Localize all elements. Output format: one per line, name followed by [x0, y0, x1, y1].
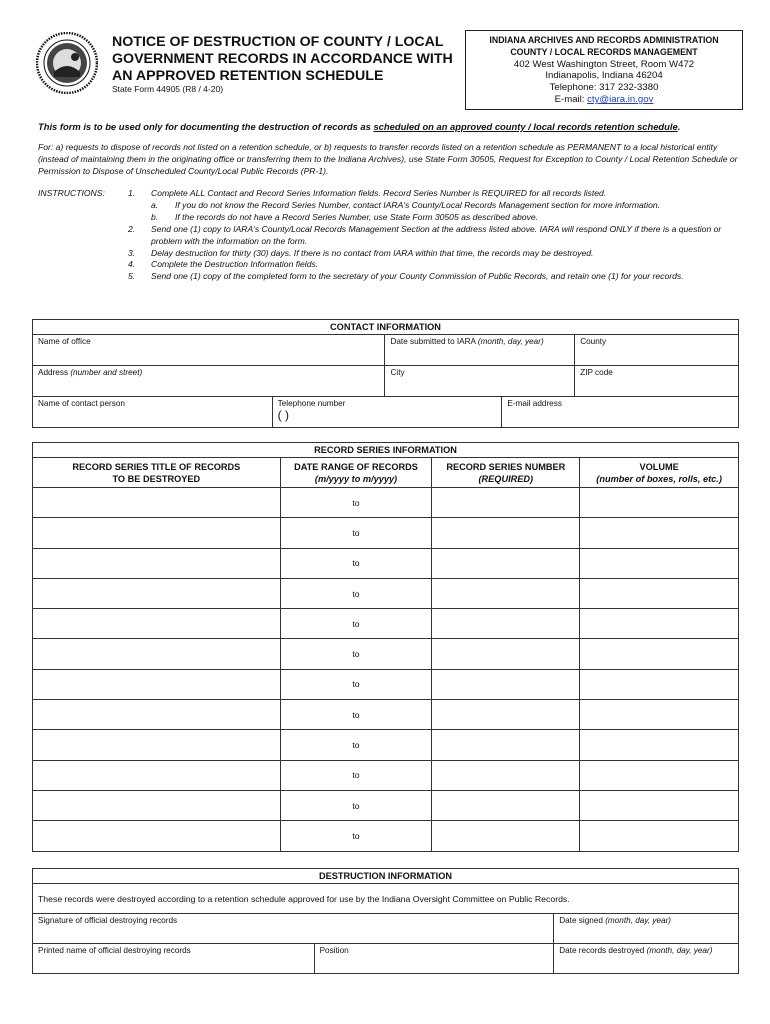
volume-cell[interactable]	[580, 639, 739, 669]
date-range-cell[interactable]	[280, 548, 432, 578]
record-series-table	[32, 442, 739, 852]
city-field[interactable]: City	[385, 366, 575, 397]
series-number-cell[interactable]	[432, 730, 580, 760]
volume-cell[interactable]	[580, 548, 739, 578]
date-range-cell[interactable]	[280, 518, 432, 548]
series-title-cell[interactable]	[33, 790, 281, 820]
series-row	[33, 548, 739, 578]
destruction-statement: These records were destroyed according to a retention schedule approved for use by the Indiana Oversight Committee on Public Records.	[33, 884, 739, 914]
col-series-title: RECORD SERIES TITLE OF RECORDS TO BE DESTROYED	[33, 458, 281, 488]
contact-information-table	[32, 319, 739, 428]
instruction-2: Send one (1) copy to IARA's County/Local Records Management Section at the address listed above. IARA will respond ONLY if there is a question or problem with the information on the form.	[151, 223, 722, 246]
agency-phone: Telephone: 317 232-3380	[549, 82, 659, 94]
date-range-cell[interactable]	[280, 760, 432, 790]
series-row	[33, 609, 739, 639]
agency-address-box	[465, 30, 743, 110]
form-title: NOTICE OF DESTRUCTION OF COUNTY / LOCAL GOVERNMENT RECORDS IN ACCORDANCE WITH AN APPROVED RETENTION SCHEDULE	[112, 34, 453, 84]
series-number-cell[interactable]	[432, 578, 580, 608]
instruction-1: Complete ALL Contact and Record Series Information fields. Record Series Number is REQUIRED for all records listed.	[151, 188, 607, 198]
series-title-cell[interactable]	[33, 578, 281, 608]
series-title-cell[interactable]	[33, 669, 281, 699]
instruction-3: Delay destruction for thirty (30) days. If there is no contact from IARA within that time, the records may be destroyed.	[151, 247, 594, 258]
instruction-5: Send one (1) copy of the completed form to the secretary of your County Commission of Public Records, and retain one (1) for your records.	[151, 271, 684, 282]
series-row	[33, 821, 739, 851]
series-title-cell[interactable]	[33, 821, 281, 851]
series-number-cell[interactable]	[432, 548, 580, 578]
to-label: to	[352, 588, 360, 599]
series-title-cell[interactable]	[33, 700, 281, 730]
series-row	[33, 488, 739, 518]
date-range-cell[interactable]	[280, 488, 432, 518]
instruction-4: Complete the Destruction Information fields.	[151, 259, 319, 270]
date-range-cell[interactable]	[280, 578, 432, 608]
to-label: to	[352, 709, 360, 720]
agency-street: 402 West Washington Street, Room W472	[513, 58, 695, 70]
series-row	[33, 730, 739, 760]
date-range-cell[interactable]	[280, 821, 432, 851]
agency-city: Indianapolis, Indiana 46204	[545, 70, 663, 82]
series-number-cell[interactable]	[432, 609, 580, 639]
agency-name: INDIANA ARCHIVES AND RECORDS ADMINISTRATION	[489, 35, 719, 45]
date-range-cell[interactable]	[280, 790, 432, 820]
address-field[interactable]: Address (number and street)	[33, 366, 385, 397]
series-number-cell[interactable]	[432, 790, 580, 820]
to-label: to	[352, 527, 360, 538]
series-number-cell[interactable]	[432, 700, 580, 730]
series-row	[33, 639, 739, 669]
to-label: to	[352, 649, 360, 660]
instructions: INSTRUCTIONS: 1. Complete ALL Contact and Record Series Information fields. Record Series Number is REQUIRED for all records listed. a. If you do not know the Record Series Number, contact IARA's County/Local Records Management section for more information. b. If the records do not have a Record Series Number, use State Form 30505 as described above. 2. Send one (1) copy to IARA's County/Local Records Management Section at the address listed above. IARA will respond ONLY if there is a question or problem with the information on the form. 3. Delay destruction for thirty (30) days. If there is no contact from IARA within that time, the records may be destroyed. 4. Complete the Destruction Information fields. 5. Send one (1) copy of the completed form to the secretary of your County Commission of Public Records, and retain one (1) for your records.	[38, 188, 722, 282]
date-submitted-field[interactable]: Date submitted to IARA (month, day, year)	[385, 335, 575, 366]
to-label: to	[352, 830, 360, 841]
series-number-cell[interactable]	[432, 669, 580, 699]
volume-cell[interactable]	[580, 760, 739, 790]
volume-cell[interactable]	[580, 790, 739, 820]
series-title-cell[interactable]	[33, 548, 281, 578]
instruction-1b: If the records do not have a Record Series Number, use State Form 30505 as described above.	[175, 211, 539, 222]
series-title-cell[interactable]	[33, 609, 281, 639]
to-label: to	[352, 618, 360, 629]
to-label: to	[352, 770, 360, 781]
position-field[interactable]: Position	[314, 944, 554, 974]
telephone-field[interactable]: Telephone number ( )	[272, 397, 502, 428]
date-destroyed-field[interactable]: Date records destroyed (month, day, year)	[554, 944, 739, 974]
series-number-cell[interactable]	[432, 639, 580, 669]
to-label: to	[352, 679, 360, 690]
to-label: to	[352, 497, 360, 508]
series-number-cell[interactable]	[432, 821, 580, 851]
purpose-statement: This form is to be used only for documenting the destruction of records as scheduled on an approved county / local records retention schedule.	[38, 121, 681, 132]
county-field[interactable]: County	[575, 335, 739, 366]
series-title-cell[interactable]	[33, 730, 281, 760]
agency-section: COUNTY / LOCAL RECORDS MANAGEMENT	[510, 46, 698, 57]
date-range-cell[interactable]	[280, 609, 432, 639]
instructions-label: INSTRUCTIONS:	[38, 188, 105, 198]
series-row	[33, 790, 739, 820]
date-range-cell[interactable]	[280, 730, 432, 760]
agency-email-link[interactable]: cty@iara.in.gov	[587, 93, 654, 105]
volume-cell[interactable]	[580, 821, 739, 851]
destruction-information-table	[32, 868, 739, 974]
series-row	[33, 700, 739, 730]
date-range-cell[interactable]	[280, 639, 432, 669]
to-label: to	[352, 558, 360, 569]
series-row	[33, 518, 739, 548]
date-range-cell[interactable]	[280, 700, 432, 730]
series-number-cell[interactable]	[432, 518, 580, 548]
series-heading: RECORD SERIES INFORMATION	[33, 443, 739, 458]
indiana-state-seal-icon	[36, 32, 98, 94]
contact-heading: CONTACT INFORMATION	[33, 320, 739, 335]
series-row	[33, 760, 739, 790]
instruction-1a: If you do not know the Record Series Number, contact IARA's County/Local Records Management section for more information.	[175, 199, 661, 210]
series-row	[33, 578, 739, 608]
series-number-cell[interactable]	[432, 488, 580, 518]
series-title-cell[interactable]	[33, 760, 281, 790]
contact-person-field[interactable]: Name of contact person	[33, 397, 273, 428]
series-title-cell[interactable]	[33, 488, 281, 518]
series-number-cell[interactable]	[432, 760, 580, 790]
date-range-cell[interactable]	[280, 669, 432, 699]
email-field[interactable]: E-mail address	[502, 397, 739, 428]
agency-email-label: E-mail:	[554, 93, 588, 105]
date-signed-field[interactable]: Date signed (month, day, year)	[554, 914, 739, 944]
form-number: State Form 44905 (R8 / 4-20)	[112, 84, 224, 94]
volume-cell[interactable]	[580, 488, 739, 518]
series-row	[33, 669, 739, 699]
zip-field[interactable]: ZIP code	[575, 366, 739, 397]
volume-cell[interactable]	[580, 669, 739, 699]
office-name-field[interactable]: Name of office	[33, 335, 385, 366]
series-title-cell[interactable]	[33, 518, 281, 548]
volume-cell[interactable]	[580, 609, 739, 639]
signature-field[interactable]: Signature of official destroying records	[33, 914, 554, 944]
exception-paragraph: For: a) requests to dispose of records not listed on a retention schedule, or b) requests to transfer records listed on a retention schedule as PERMANENT to a local historical entity (instead of maintaining them in the originating office or transferring them to the Indiana Archives), use State Form 30505, Request for Exception to County / Local Retention Schedule or Permission to Dispose of Unscheduled County/Local Public Records (PR-1).	[38, 142, 738, 176]
col-volume: VOLUME (number of boxes, rolls, etc.)	[580, 458, 739, 488]
col-date-range: DATE RANGE OF RECORDS (m/yyyy to m/yyyy)	[280, 458, 432, 488]
printed-name-field[interactable]: Printed name of official destroying records	[33, 944, 315, 974]
col-series-number: RECORD SERIES NUMBER (REQUIRED)	[432, 458, 580, 488]
to-label: to	[352, 800, 360, 811]
series-title-cell[interactable]	[33, 639, 281, 669]
destruction-heading: DESTRUCTION INFORMATION	[33, 869, 739, 884]
to-label: to	[352, 740, 360, 751]
volume-cell[interactable]	[580, 700, 739, 730]
volume-cell[interactable]	[580, 730, 739, 760]
volume-cell[interactable]	[580, 518, 739, 548]
volume-cell[interactable]	[580, 578, 739, 608]
